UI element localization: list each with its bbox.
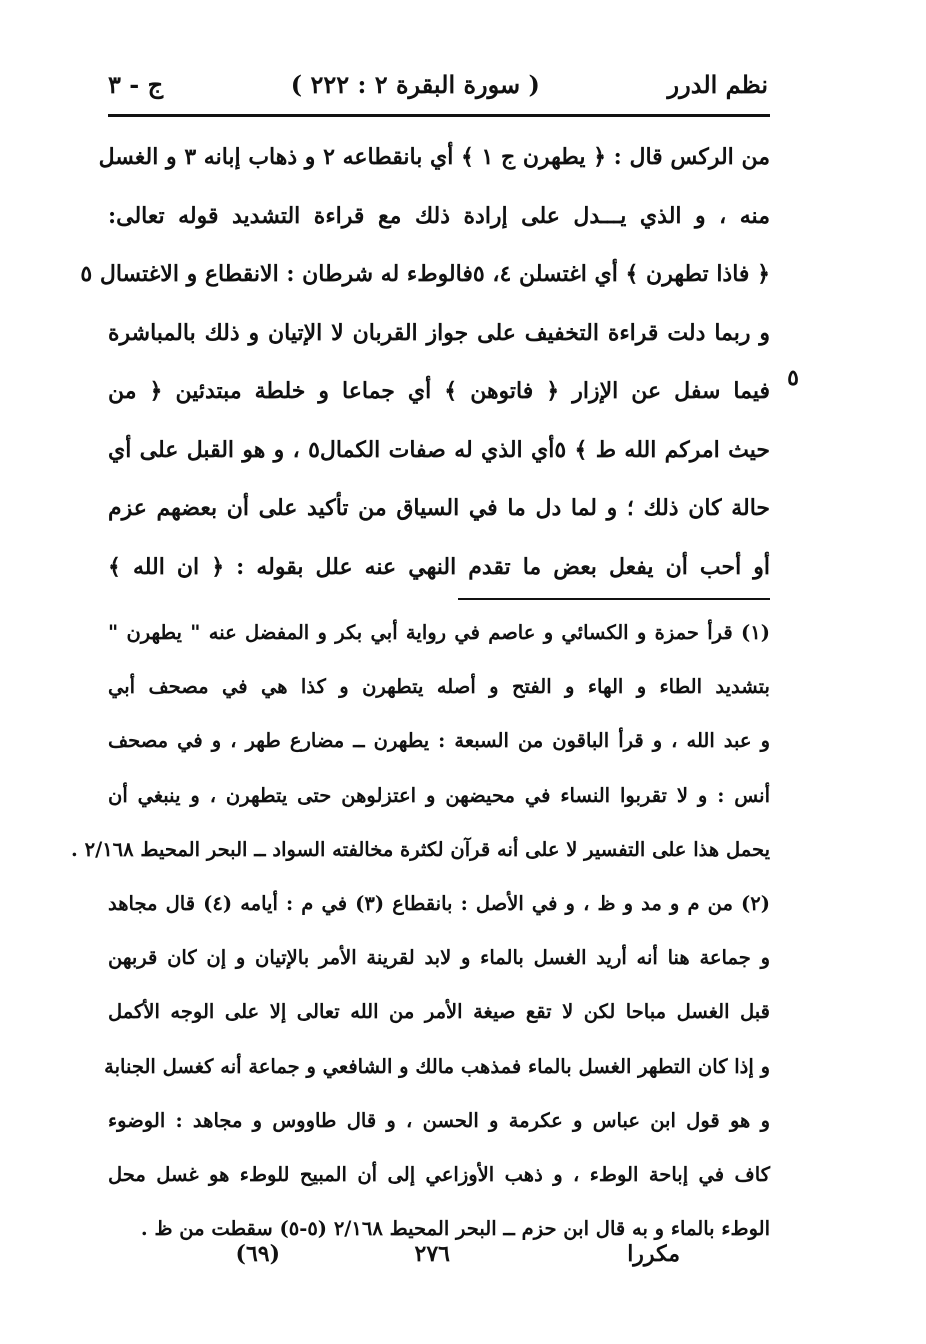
- text-line: حالة كان ذلك ؛ و لما دل ما في السياق من تأكيد على أن بعضهم عزم: [108, 495, 770, 521]
- original-page-number: (٦٩): [235, 1241, 280, 1267]
- volume-number: ج - ٣: [108, 69, 164, 99]
- text-line: حيث امركم الله ط ﴾ ٥أي الذي له صفات الكمال٥ ، و هو القبل على أي: [108, 436, 770, 463]
- footnote-line: أنس : و لا تقربوا النساء في محيضهن و اعتزلوهن حتى يتطهرن ، و ينبغي أن: [108, 783, 770, 807]
- footnote-line: و هو قول ابن عباس و عكرمة و الحسن ، و قال طاووس و مجاهد : الوضوء: [108, 1108, 770, 1132]
- text-line: ﴿ فاذا تطهرن ﴾ أي اغتسلن ٤، ٥فالوطء له شرطان : الانقطاع و الاغتسال ٥: [80, 261, 770, 287]
- footnote-line: (٢) من م و مد و ظ ، و في الأصل : بانقطاع (٣) في م : أيامه (٤) قال مجاهد: [108, 891, 770, 915]
- footnote-line: الوطء بالماء و به قال ابن حزم ــ البحر المحيط ٢/١٦٨ (٥-٥) سقطت من ظ .: [140, 1217, 770, 1241]
- page-number: ٢٧٦: [414, 1241, 450, 1267]
- footnote-line: يحمل هذا على التفسير لا على أنه قرآن لكثرة مخالفته السواد ــ البحر المحيط ٢/١٦٨ .: [71, 837, 770, 861]
- footnote-line: كاف في إباحة الوطء ، و ذهب الأوزاعي إلى أن المبيح للوطء هو غسل محل: [108, 1162, 770, 1186]
- margin-line-number: ٥: [787, 365, 799, 391]
- surah-reference: ( سورة البقرة ٢ : ٢٢٢ ): [290, 69, 540, 99]
- text-line: أو أحب أن يفعل بعض ما تقدم النهي عنه علل بقوله : ﴿ ان الله ﴾: [108, 553, 770, 580]
- page-header: [108, 62, 768, 106]
- text-line: فيما سفل عن الإزار ﴿ فاتوهن ﴾ أي جماعا و خلطة مبتدئين ﴿ من: [108, 378, 770, 404]
- page-footer: [120, 1234, 680, 1274]
- footnote-line: (١) قرأ حمزة و الكسائي و عاصم في رواية أبي بكر و المفضل عنه " يطهرن ": [108, 621, 770, 644]
- header-divider: [108, 114, 770, 117]
- text-line: من الركس قال : ﴿ يطهرن ج ١ ﴾ أي بانقطاعه ٢ و ذهاب إبانه ٣ و الغسل: [98, 144, 770, 170]
- footnote-divider: [458, 598, 770, 600]
- text-line: منه ، و الذي يـــدل على إرادة ذلك مع قراءة التشديد قوله تعالى:: [108, 202, 770, 229]
- footnote-line: و جماعة هنا أنه أريد الغسل بالماء و لابد لقرينة الأمر بالإتيان و إن كان قربهن: [108, 946, 770, 970]
- footnote-line: و إذا كان التطهر الغسل بالماء فمذهب مالك و الشافعي و جماعة أنه كغسل الجنابة: [104, 1054, 770, 1078]
- footnote-line: بتشديد الطاء و الهاء و الفتح و أصله يتطهرن و كذا هي في مصحف أبي: [108, 675, 770, 699]
- footnote-line: قبل الغسل مباحا لكن لا تقع صيغة الأمر من الله تعالى إلا على الوجه الأكمل: [108, 1000, 770, 1024]
- footnote-line: و عبد الله ، و قرأ الباقون من السبعة : يطهرن ــ مضارع طهر ، و في مصحف: [108, 729, 770, 753]
- footer-label: مكررا: [627, 1241, 680, 1267]
- footnotes: [71, 606, 770, 1256]
- text-line: و ربما دلت قراءة التخفيف على جواز القربان لا الإتيان و ذلك بالمباشرة: [108, 319, 770, 346]
- main-text: [80, 128, 770, 596]
- book-title: نظم الدرر: [667, 69, 768, 99]
